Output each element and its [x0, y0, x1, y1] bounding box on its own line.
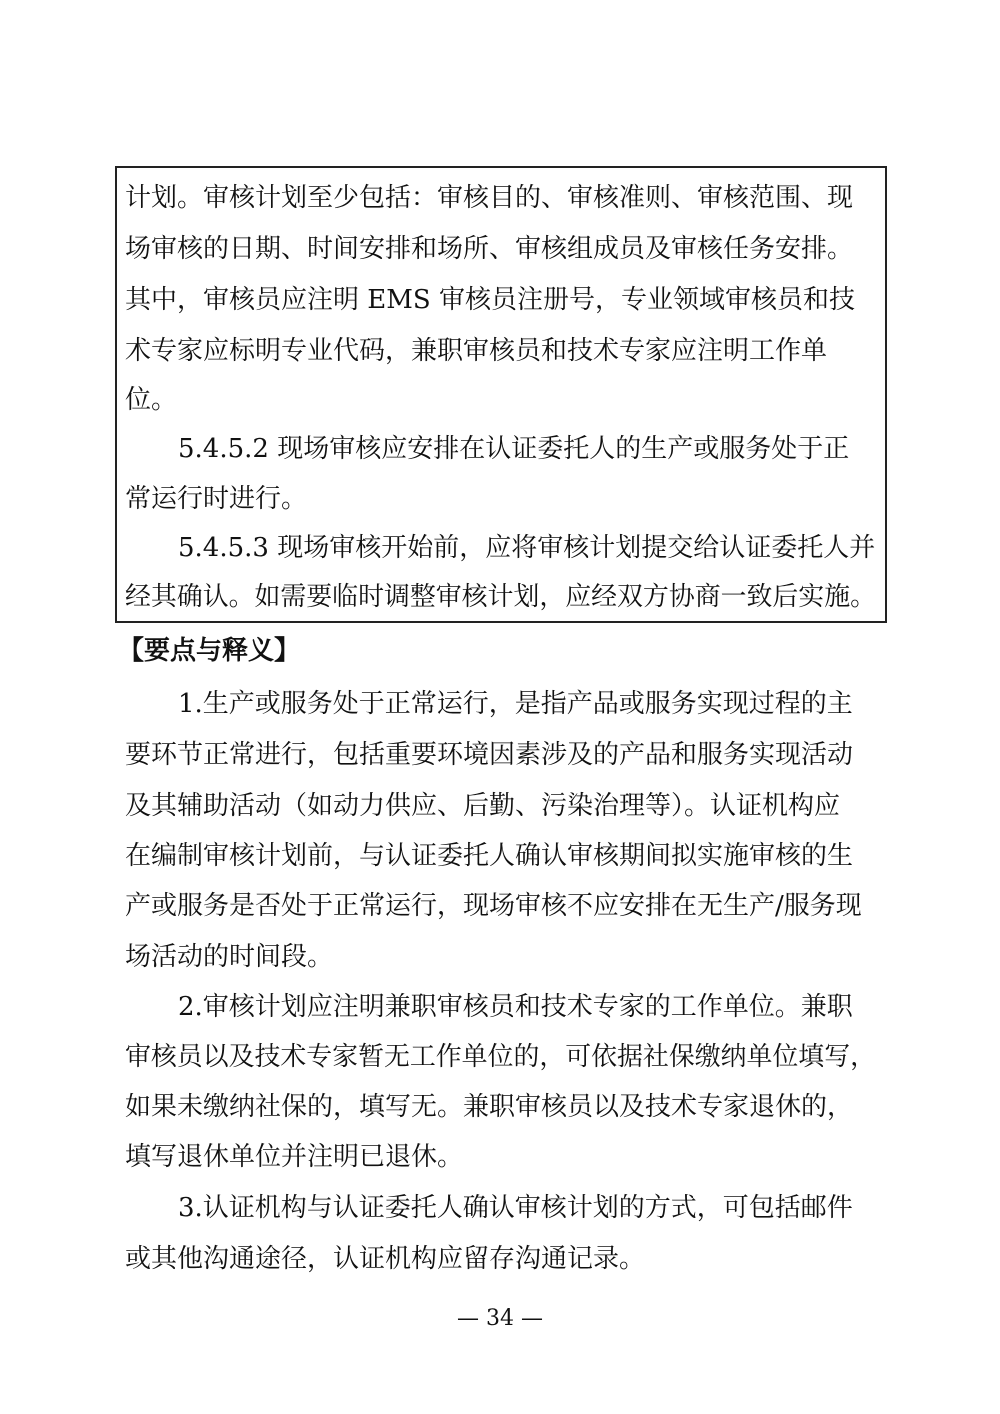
paragraph-2-line: 填写退休单位并注明已退休。 — [125, 1142, 464, 1172]
paragraph-3-line: 或其他沟通途径，认证机构应留存沟通记录。 — [125, 1244, 646, 1274]
box-line: 计划。审核计划至少包括：审核目的、审核准则、审核范围、现 — [125, 183, 854, 213]
paragraph-1-line: 产或服务是否处于正常运行，现场审核不应安排在无生产/服务现 — [125, 891, 862, 921]
paragraph-2-line: 如果未缴纳社保的，填写无。兼职审核员以及技术专家退休的， — [125, 1092, 854, 1122]
clause-5-4-5-3: 5.4.5.3 现场审核开始前，应将审核计划提交给认证委托人并 — [178, 533, 876, 563]
paragraph-1-line: 要环节正常进行，包括重要环境因素涉及的产品和服务实现活动 — [125, 740, 854, 770]
section-heading: 【要点与释义】 — [118, 636, 301, 666]
paragraph-2-line: 2.审核计划应注明兼职审核员和技术专家的工作单位。兼职 — [178, 992, 853, 1022]
paragraph-1-line: 1.生产或服务处于正常运行，是指产品或服务实现过程的主 — [178, 689, 853, 719]
paragraph-3-line: 3.认证机构与认证委托人确认审核计划的方式，可包括邮件 — [178, 1193, 853, 1223]
paragraph-1-line: 在编制审核计划前，与认证委托人确认审核期间拟实施审核的生 — [125, 841, 854, 871]
page-number: — 34 — — [457, 1306, 543, 1331]
box-line: 场审核的日期、时间安排和场所、审核组成员及审核任务安排。 — [125, 234, 854, 264]
paragraph-1-line: 及其辅助活动（如动力供应、后勤、污染治理等）。认证机构应 — [125, 791, 841, 821]
box-line: 经其确认。如需要临时调整审核计划，应经双方协商一致后实施。 — [125, 582, 877, 612]
paragraph-1-line: 场活动的时间段。 — [125, 942, 334, 972]
box-line: 其中，审核员应注明 EMS 审核员注册号，专业领域审核员和技 — [125, 285, 855, 315]
box-line: 位。 — [125, 385, 178, 415]
box-line: 常运行时进行。 — [125, 484, 308, 514]
clause-5-4-5-2: 5.4.5.2 现场审核应安排在认证委托人的生产或服务处于正 — [178, 434, 850, 464]
paragraph-2-line: 审核员以及技术专家暂无工作单位的，可依据社保缴纳单位填写， — [125, 1042, 877, 1072]
box-line: 术专家应标明专业代码，兼职审核员和技术专家应注明工作单 — [125, 336, 828, 366]
